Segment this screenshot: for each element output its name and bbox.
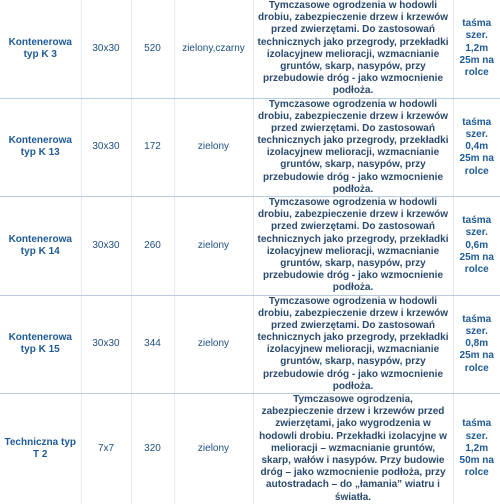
color-value: zielony [174,295,253,394]
product-description: Tymczasowe ogrodzenia w hodowli drobiu, zabezpieczenie drzew i krzewów przed zwierzętami. Do zastosowań technicznych jako przegrody, przekładki izolacyjnew melioracji, wzmacnianie gruntów, skarp, nasypów, przy przebudowie dróg - jako wzmocnienie podłoża. [253,197,453,296]
product-name: Kontenerowa typ K 15 [0,295,81,394]
mesh-size: 30x30 [81,98,131,197]
weight-value: 520 [131,0,174,98]
weight-value: 320 [131,394,174,504]
product-description: Tymczasowe ogrodzenia w hodowli drobiu, zabezpieczenie drzew i krzewów przed zwierzętami. Do zastosowań technicznych jako przegrody, przekładki izolacyjnew melioracji, wzmacnianie gruntów, skarp, nasypów, przy przebudowie dróg - jako wzmocnienie podłoża. [253,0,453,98]
mesh-size: 30x30 [81,0,131,98]
weight-value: 344 [131,295,174,394]
product-name: Kontenerowa typ K 13 [0,98,81,197]
roll-dimensions: taśma szer. 0,4m 25m na rolce [453,98,500,197]
mesh-size: 30x30 [81,197,131,296]
product-name: Kontenerowa typ K 14 [0,197,81,296]
table-row [0,295,500,394]
table-row [0,98,500,197]
mesh-size: 7x7 [81,394,131,504]
color-value: zielony,czarny [174,0,253,98]
color-value: zielony [174,197,253,296]
table-row [0,0,500,98]
roll-dimensions: taśma szer. 1,2m 50m na rolce [453,394,500,504]
weight-value: 260 [131,197,174,296]
product-description: Tymczasowe ogrodzenia, zabezpieczenie drzew i krzewów przed zwierzętami, jako wygrodzenia w hodowli drobiu. Przekładki izolacyjne w melioracji – wzmacnianie gruntów, skarp, wałów i nasypów. Przy budowie dróg – jako wzmocnienie podłoża, przy autostradach – do „łamania” wiatru i światła. [253,394,453,504]
roll-dimensions: taśma szer. 0,8m 25m na rolce [453,295,500,394]
roll-dimensions: taśma szer. 0,6m 25m na rolce [453,197,500,296]
product-description: Tymczasowe ogrodzenia w hodowli drobiu, zabezpieczenie drzew i krzewów przed zwierzętami. Do zastosowań technicznych jako przegrody, przekładki izolacyjnew melioracji, wzmacnianie gruntów, skarp, nasypów, przy przebudowie dróg - jako wzmocnienie podłoża. [253,98,453,197]
color-value: zielony [174,98,253,197]
table-row [0,394,500,504]
product-name: Techniczna typ T 2 [4,436,76,460]
roll-dimensions: taśma szer. 1,2m 25m na rolce [453,0,500,98]
mesh-size: 30x30 [81,295,131,394]
product-name: Kontenerowa typ K 3 [0,0,81,98]
weight-value: 172 [131,98,174,197]
product-description: Tymczasowe ogrodzenia w hodowli drobiu, zabezpieczenie drzew i krzewów przed zwierzętami. Do zastosowań technicznych jako przegrody, przekładki izolacyjnew melioracji, wzmacnianie gruntów, skarp, nasypów, przy przebudowie dróg - jako wzmocnienie podłoża. [253,295,453,394]
color-value: zielony [174,394,253,504]
table-row [0,197,500,296]
